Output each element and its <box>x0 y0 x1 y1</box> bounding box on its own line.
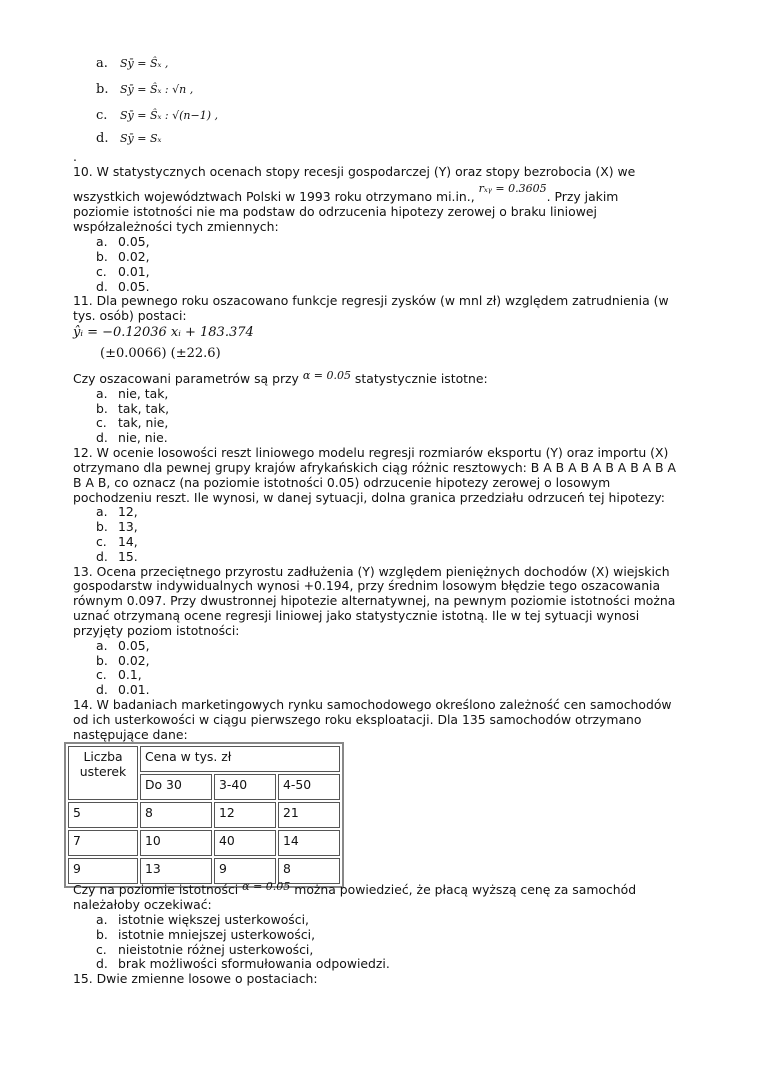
table-cell: 12 <box>214 802 276 828</box>
table-cell: 21 <box>278 802 340 828</box>
table-cell: 8 <box>278 858 340 884</box>
table-cell: 9 <box>214 858 276 884</box>
q11-option-d: d. nie, nie. <box>96 430 168 445</box>
q10-line2: wszystkich województwach Polski w 1993 roku otrzymano mi.in., rₓᵧ = 0.3605. Przy jakim <box>73 182 619 204</box>
table-col-header: 4-50 <box>278 774 340 800</box>
q10-line4: współzależności tych zmiennych: <box>73 219 279 234</box>
q14-option-b: b. istotnie mniejszej usterkowości, <box>96 927 316 942</box>
q11-formula-errors: (±0.0066) (±22.6) <box>100 346 221 361</box>
q14-line2: od ich usterkowości w ciągu pierwszego roku eksploatacji. Dla 135 samochodów otrzymano <box>73 712 642 727</box>
table-price-header: Cena w tys. zł <box>140 746 340 772</box>
q10-option-d: d. 0.05. <box>96 279 150 294</box>
formula-rxy: rₓᵧ = 0.3605 <box>478 182 547 195</box>
table-col-header: 3-40 <box>214 774 276 800</box>
table-col-header: Do 30 <box>140 774 212 800</box>
option-d: d. Sȳ = Sₓ <box>96 131 162 146</box>
q14-line1: 14. W badaniach marketingowych rynku samochodowego określono zależność cen samochodów <box>73 697 672 712</box>
table-row-label: 7 <box>68 830 138 856</box>
q14-line-after: należałoby oczekiwać: <box>73 897 212 912</box>
q14-option-a: a. istotnie większej usterkowości, <box>96 912 309 927</box>
q10-option-a: a. 0.05, <box>96 234 150 249</box>
table-row-label: 5 <box>68 802 138 828</box>
table-cell: 10 <box>140 830 212 856</box>
q12-option-d: d. 15. <box>96 549 138 564</box>
q13-option-a: a. 0.05, <box>96 638 150 653</box>
q12-option-c: c. 14, <box>96 534 138 549</box>
q10-line1: 10. W statystycznych ocenach stopy recesji gospodarczej (Y) oraz stopy bezrobocia (X) we <box>73 164 636 179</box>
table-row <box>68 858 340 884</box>
q13-line4: uznać otrzymaną ocene regresji liniowej jako statystycznie istotną. Ile w tej sytuacji wynosi <box>73 608 640 623</box>
q13-option-c: c. 0.1, <box>96 667 142 682</box>
q10-line3: poziomie istotności nie ma podstaw do odrzucenia hipotezy zerowej o braku liniowej <box>73 204 597 219</box>
q11-option-c: c. tak, nie, <box>96 415 169 430</box>
formula: Sȳ = Ŝₓ , <box>120 57 169 70</box>
q11-formula: ŷᵢ = −0.12036 xᵢ + 183.374 <box>73 325 254 340</box>
q14-option-c: c. nieistotnie różnej usterkowości, <box>96 942 314 957</box>
formula: Sȳ = Ŝₓ : √(n−1) , <box>120 109 218 122</box>
table-corner-header: Liczba usterek <box>68 746 138 800</box>
option-b: b. Sȳ = Ŝₓ : √n , <box>96 82 194 97</box>
table-cell: 13 <box>140 858 212 884</box>
q12-line2: otrzymano dla pewnej grupy krajów afrykańskich ciąg różnic resztowych: B A B A B A B A B A B A <box>73 460 676 475</box>
formula: Sȳ = Sₓ <box>120 132 162 145</box>
q13-line5: przyjęty poziom istotności: <box>73 623 240 638</box>
q11-line2: tys. osób) postaci: <box>73 308 187 323</box>
option-a: a. Sȳ = Ŝₓ , <box>96 56 169 71</box>
q13-option-d: d. 0.01. <box>96 682 150 697</box>
q13-option-b: b. 0.02, <box>96 653 150 668</box>
alpha-formula: α = 0.05 <box>242 880 291 893</box>
q13-line1: 13. Ocena przeciętnego przyrostu zadłużenia (Y) względem pieniężnych dochodów (X) wiejskich <box>73 564 670 579</box>
q13-line3: równym 0.097. Przy dwustronnej hipotezie alternatywnej, na pewnym poziomie istotności można <box>73 593 676 608</box>
formula: Sȳ = Ŝₓ : √n , <box>120 83 194 96</box>
table-cell: 8 <box>140 802 212 828</box>
q11-line1: 11. Dla pewnego roku oszacowano funkcje regresji zysków (w mnl zł) względem zatrudnienia (w <box>73 293 669 308</box>
q12-option-b: b. 13, <box>96 519 138 534</box>
alpha-formula: α = 0.05 <box>302 369 351 382</box>
q13-line2: gospodarstw indywidualnych wynosi +0.194, przy średnim losowym błędzie tego oszacowania <box>73 578 661 593</box>
q15-line1: 15. Dwie zmienne losowe o postaciach: <box>73 971 318 986</box>
table-cell: 40 <box>214 830 276 856</box>
q10-option-b: b. 0.02, <box>96 249 150 264</box>
table-row <box>68 802 340 828</box>
table-row <box>68 830 340 856</box>
option-c: c. Sȳ = Ŝₓ : √(n−1) , <box>96 108 218 123</box>
q12-line3: B A B, co oznacz (na poziomie istotności 0.05) odrzucenie hipotezy zerowej o losowym <box>73 475 611 490</box>
q10-option-c: c. 0.01, <box>96 264 150 279</box>
q12-option-a: a. 12, <box>96 504 138 519</box>
q12-line4: pochodzeniu reszt. Ile wynosi, w danej sytuacji, dolna granica przedziału odrzuceń tej hipotezy: <box>73 490 665 505</box>
q14-question: Czy na poziomie istotności α = 0.05 można powiedzieć, że płacą wyższą cenę za samochód <box>73 880 637 897</box>
q12-line1: 12. W ocenie losowości reszt liniowego modelu regresji rozmiarów eksportu (Y) oraz importu (X) <box>73 445 669 460</box>
q14-option-d: d. brak możliwości sformułowania odpowiedzi. <box>96 956 390 971</box>
q11-option-b: b. tak, tak, <box>96 401 170 416</box>
q14-line3: następujące dane: <box>73 727 188 742</box>
data-table <box>64 742 344 888</box>
q11-question: Czy oszacowani parametrów są przy α = 0.05 statystycznie istotne: <box>73 369 488 386</box>
table-row-label: 9 <box>68 858 138 884</box>
table-cell: 14 <box>278 830 340 856</box>
q11-option-a: a. nie, tak, <box>96 386 169 401</box>
separator-dot: . <box>73 149 77 164</box>
